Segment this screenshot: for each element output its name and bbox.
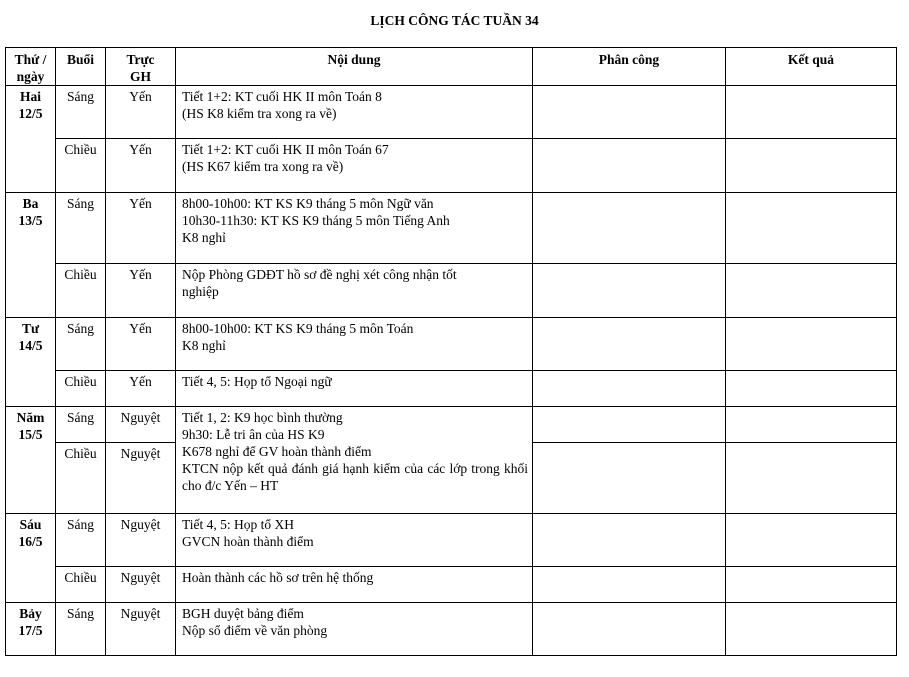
- result-cell: [726, 603, 897, 656]
- duty-cell: Yến: [106, 193, 176, 264]
- result-cell: [726, 264, 897, 318]
- session-cell: Chiều: [56, 139, 106, 193]
- table-row: [6, 407, 897, 443]
- session-cell: Sáng: [56, 603, 106, 656]
- header-result: Kết quả: [726, 48, 897, 86]
- header-row: [6, 48, 897, 86]
- header-session: Buổi: [56, 48, 106, 86]
- duty-cell: Nguyệt: [106, 567, 176, 603]
- result-cell: [726, 514, 897, 567]
- schedule-table: [5, 47, 897, 656]
- header-duty: Trực GH: [106, 48, 176, 86]
- table-row: [6, 86, 897, 139]
- duty-cell: Yến: [106, 139, 176, 193]
- assignment-cell: [533, 603, 726, 656]
- result-cell: [726, 371, 897, 407]
- duty-cell: Nguyệt: [106, 443, 176, 514]
- result-cell: [726, 443, 897, 514]
- content-cell: Tiết 4, 5: Họp tổ XH GVCN hoàn thành điểm: [176, 514, 533, 567]
- session-cell: Chiều: [56, 264, 106, 318]
- session-cell: Sáng: [56, 514, 106, 567]
- duty-cell: Yến: [106, 86, 176, 139]
- assignment-cell: [533, 407, 726, 443]
- duty-cell: Nguyệt: [106, 407, 176, 443]
- table-row: [6, 371, 897, 407]
- content-cell: Tiết 1+2: KT cuối HK II môn Toán 8 (HS K8 kiểm tra xong ra về): [176, 86, 533, 139]
- result-cell: [726, 567, 897, 603]
- day-cell: Hai 12/5: [6, 86, 56, 193]
- assignment-cell: [533, 318, 726, 371]
- header-content: Nội dung: [176, 48, 533, 86]
- session-cell: Sáng: [56, 193, 106, 264]
- content-cell: Tiết 4, 5: Họp tổ Ngoại ngữ: [176, 371, 533, 407]
- assignment-cell: [533, 371, 726, 407]
- assignment-cell: [533, 514, 726, 567]
- assignment-cell: [533, 443, 726, 514]
- session-cell: Chiều: [56, 371, 106, 407]
- table-row: [6, 193, 897, 264]
- duty-cell: Yến: [106, 264, 176, 318]
- session-cell: Chiều: [56, 567, 106, 603]
- table-row: [6, 318, 897, 371]
- assignment-cell: [533, 567, 726, 603]
- header-assignment: Phân công: [533, 48, 726, 86]
- result-cell: [726, 407, 897, 443]
- session-cell: Sáng: [56, 86, 106, 139]
- assignment-cell: [533, 264, 726, 318]
- day-cell: Năm 15/5: [6, 407, 56, 514]
- day-cell: Sáu 16/5: [6, 514, 56, 603]
- duty-cell: Nguyệt: [106, 603, 176, 656]
- assignment-cell: [533, 193, 726, 264]
- content-cell-merged: Tiết 1, 2: K9 học bình thường 9h30: Lễ tri ân của HS K9 K678 nghỉ để GV hoàn thành điểm KTCN nộp kết quả đánh giá hạnh kiểm của các lớp trong khối cho đ/c Yến – HT: [176, 407, 533, 514]
- session-cell: Chiều: [56, 443, 106, 514]
- content-cell: Nộp Phòng GDĐT hồ sơ đề nghị xét công nhận tốt nghiệp: [176, 264, 533, 318]
- table-row: [6, 514, 897, 567]
- day-cell: Ba 13/5: [6, 193, 56, 318]
- header-day: Thứ / ngày: [6, 48, 56, 86]
- duty-cell: Yến: [106, 371, 176, 407]
- assignment-cell: [533, 86, 726, 139]
- day-cell: Bảy 17/5: [6, 603, 56, 656]
- content-cell: BGH duyệt bảng điểm Nộp sổ điểm về văn phòng: [176, 603, 533, 656]
- result-cell: [726, 193, 897, 264]
- content-cell: 8h00-10h00: KT KS K9 tháng 5 môn Ngữ văn 10h30-11h30: KT KS K9 tháng 5 môn Tiếng Anh K8 nghỉ: [176, 193, 533, 264]
- duty-cell: Yến: [106, 318, 176, 371]
- content-cell: Tiết 1+2: KT cuối HK II môn Toán 67 (HS K67 kiểm tra xong ra về): [176, 139, 533, 193]
- session-cell: Sáng: [56, 407, 106, 443]
- content-cell: Hoàn thành các hồ sơ trên hệ thống: [176, 567, 533, 603]
- table-row: [6, 603, 897, 656]
- result-cell: [726, 139, 897, 193]
- content-cell: 8h00-10h00: KT KS K9 tháng 5 môn Toán K8 nghỉ: [176, 318, 533, 371]
- day-cell: Tư 14/5: [6, 318, 56, 407]
- table-row: [6, 264, 897, 318]
- page-title: LỊCH CÔNG TÁC TUẦN 34: [370, 13, 539, 28]
- session-cell: Sáng: [56, 318, 106, 371]
- table-row: [6, 567, 897, 603]
- table-row: [6, 139, 897, 193]
- duty-cell: Nguyệt: [106, 514, 176, 567]
- result-cell: [726, 86, 897, 139]
- result-cell: [726, 318, 897, 371]
- assignment-cell: [533, 139, 726, 193]
